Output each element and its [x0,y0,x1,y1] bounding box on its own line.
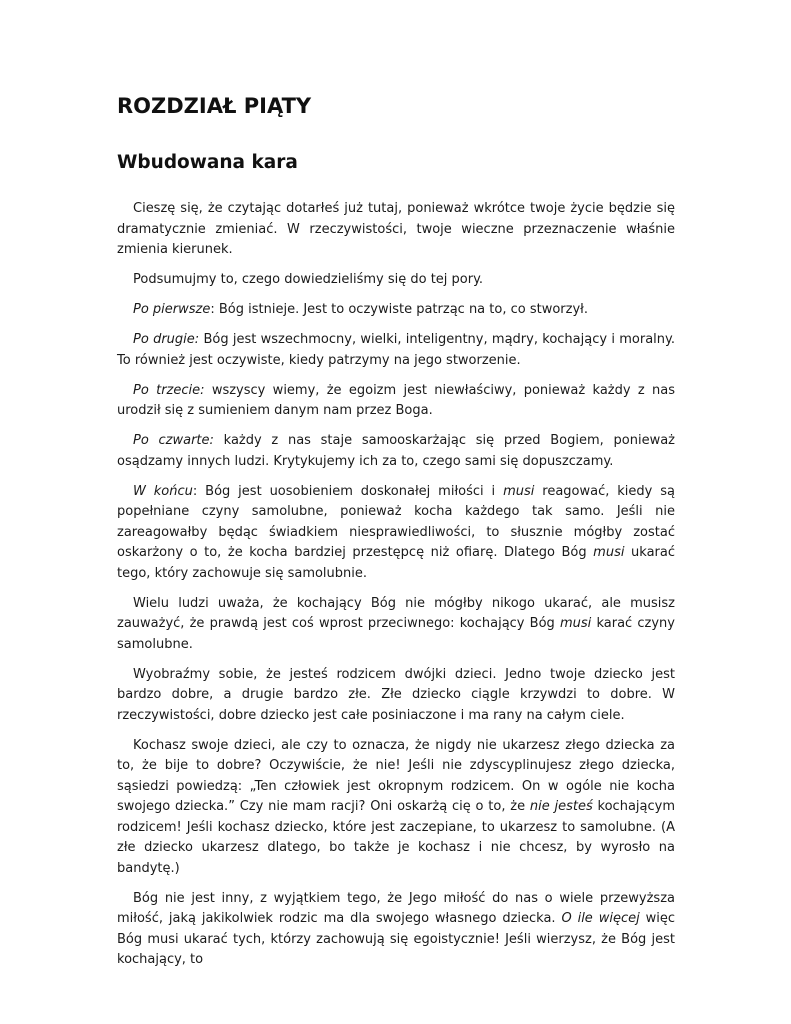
paragraph-text: wszyscy wiemy, że egoizm jest niewłaściwy, ponieważ każdy z nas urodził się z sumieniem danym nam przez Boga. [117,382,675,418]
paragraph-lead: Po drugie: [133,332,200,347]
paragraph [117,381,675,422]
paragraph-text: Podsumujmy to, czego dowiedzieliśmy się do tej pory. [133,272,484,287]
paragraph-text: każdy z nas staje samooskarżając się przed Bogiem, ponieważ osądzamy innych ludzi. Krytykujemy ich za to, czego sami się dopuszczamy. [117,433,675,469]
paragraph [117,431,675,472]
paragraph-text: : Bóg istnieje. Jest to oczywiste patrząc na to, co stworzył. [210,302,588,317]
paragraph-lead: Po czwarte: [133,433,214,448]
section-title: Wbudowana kara [117,152,298,173]
chapter-title: ROZDZIAŁ PIĄTY [117,94,312,118]
paragraph [117,270,675,291]
paragraph [117,300,675,321]
paragraph-lead: W końcu [133,483,193,499]
paragraph-text: Bóg nie jest inny, z wyjątkiem tego, że Jego miłość do nas o wiele przewyższa miłość, jaką jakikolwiek rodzic ma dla swojego własnego dziecka. [117,890,675,926]
paragraph-text: ukarać tego, który zachowuje się samolubnie. [117,545,675,581]
paragraph [117,736,675,880]
paragraph-text: Kochasz swoje dzieci, ale czy to oznacza, że nigdy nie ukarzesz złego dziecka za to, że bije to dobre? Oczywiście, że nie! Jeśli nie zdyscyplinujesz złego dziecka, sąsiedzi powiedzą: „Ten człowiek jest okropnym rodzicem. On w ogóle nie kocha swojego dziecka.” Czy nie mam racji? Oni oskarżą cię o to, że [117,737,675,814]
paragraph-text: karać czyny samolubne. [117,616,675,652]
paragraph-text: Wielu ludzi uważa, że kochający Bóg nie mógłby nikogo ukarać, ale musisz zauważyć, że prawdą jest coś wprost przeciwnego: kochający Bóg [117,595,675,631]
paragraph-text: : Bóg jest uosobieniem doskonałej miłości i [192,483,504,499]
paragraph [117,199,675,261]
paragraph-text: Cieszę się, że czytając dotarłeś już tutaj, ponieważ wkrótce twoje życie będzie się dramatycznie zmieniać. W rzeczywistości, twoje wieczne przeznaczenie właśnie zmienia kierunek. [117,201,675,257]
emphasis-text: nie jesteś [529,799,593,814]
paragraph-lead: Po pierwsze [133,302,211,317]
paragraph-lead: Po trzecie: [133,382,205,398]
paragraph-text: Bóg jest wszechmocny, wielki, inteligentny, mądry, kochający i moralny. To również jest oczywiste, kiedy patrzymy na jego stworzenie. [117,332,675,368]
paragraph-text: reagować, kiedy są popełniane czyny samolubne, ponieważ kocha każdego tak samo. Jeśli nie zareagowałby będąc świadkiem niesprawiedliwości, to słusznie mógłby zostać oskarżony o to, że kocha bardziej przestępcę niż ofiarę. Dlatego Bóg [117,483,676,560]
paragraph [117,665,675,727]
emphasis-text: O ile więcej [561,911,640,926]
paragraph-text: więc Bóg musi ukarać tych, którzy zachowują się egoistycznie! Jeśli wierzysz, że Bóg jest kochający, to [117,911,675,967]
paragraph [117,330,675,371]
paragraph [117,594,675,656]
emphasis-text: musi [503,483,535,499]
emphasis-text: musi [560,616,592,631]
body-text [117,199,675,980]
paragraph [117,889,675,971]
paragraph-text: kochającym rodzicem! Jeśli kochasz dziecko, które jest zaczepiane, to ukarzesz to samolubne. (A złe dziecko ukarzesz dlatego, bo także je kochasz i nie chcesz, by wyrosło na bandytę.) [117,799,675,876]
emphasis-text: musi [593,545,625,560]
paragraph [117,482,675,585]
paragraph-text: Wyobraźmy sobie, że jesteś rodzicem dwójki dzieci. Jedno twoje dziecko jest bardzo dobre, a drugie bardzo złe. Złe dziecko ciągle krzywdzi to dobre. W rzeczywistości, dobre dziecko jest całe posiniaczone i ma rany na całym ciele. [117,666,675,723]
